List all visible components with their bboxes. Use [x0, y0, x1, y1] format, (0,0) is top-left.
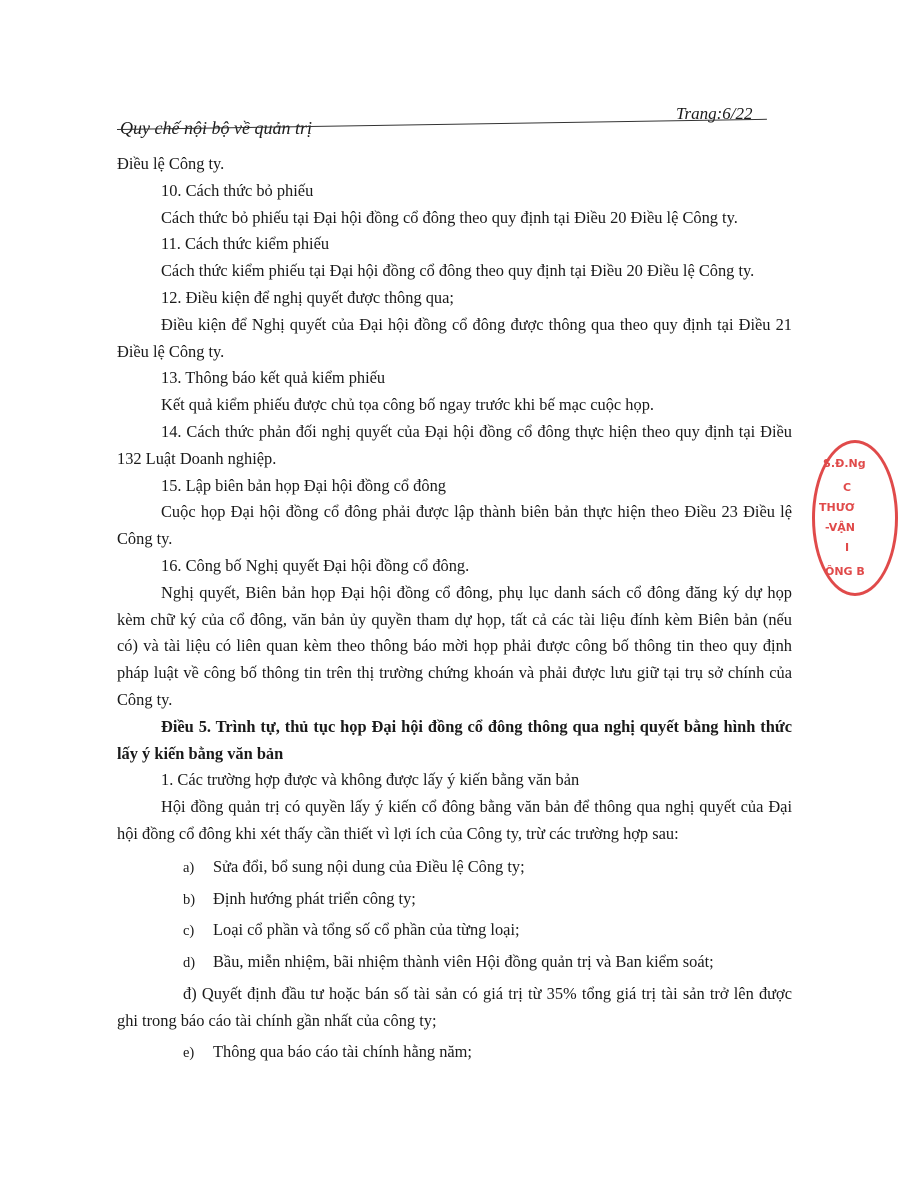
stamp-text: C: [843, 481, 852, 494]
list-item-text: Sửa đổi, bổ sung nội dung của Điều lệ Công ty;: [213, 856, 525, 876]
list-item: [117, 886, 792, 914]
header-title: Quy chế nội bộ về quản trị: [120, 118, 312, 138]
stamp-text: THƯƠ: [819, 501, 855, 514]
section-heading: 13. Thông báo kết quả kiểm phiếu: [161, 368, 386, 388]
page-number: Trang:6/22: [676, 104, 753, 123]
list-item-text: Loại cổ phần và tổng số cổ phần của từng loại;: [213, 920, 520, 940]
list-item: đ) Quyết định đầu tư hoặc bán số tài sản có giá trị từ 35% tổng giá trị tài sản trở lên được ghi trong báo cáo tài chính gần nhất của công ty;: [117, 983, 792, 1030]
stamp-text: I: [845, 541, 850, 554]
section-heading: 12. Điều kiện để nghị quyết được thông qua;: [161, 287, 454, 307]
section-heading: 1. Các trường hợp được và không được lấy ý kiến bằng văn bản: [161, 770, 580, 790]
paragraph: Hội đồng quản trị có quyền lấy ý kiến cổ đông bằng văn bản để thông qua nghị quyết của Đại hội đồng cổ đông khi xét thấy cần thiết vì lợi ích của Công ty, trừ các trường hợp sau:: [117, 797, 792, 843]
list-item: [117, 854, 792, 882]
document-body: [117, 151, 792, 1066]
paragraph: Điều lệ Công ty.: [117, 154, 225, 173]
paragraph: 14. Cách thức phản đối nghị quyết của Đại hội đồng cổ đông thực hiện theo quy định tại Điều 132 Luật Doanh nghiệp.: [117, 421, 792, 468]
paragraph: Điều kiện để Nghị quyết của Đại hội đồng cổ đông được thông qua theo quy định tại Điều 21 Điều lệ Công ty.: [117, 314, 792, 361]
section-heading: 15. Lập biên bản họp Đại hội đồng cổ đông: [161, 475, 446, 495]
exception-list: [117, 854, 792, 977]
list-item-text: Thông qua báo cáo tài chính hằng năm;: [213, 1041, 472, 1061]
paragraph: Cách thức bỏ phiếu tại Đại hội đồng cổ đông theo quy định tại Điều 20 Điều lệ Công ty.: [161, 207, 738, 227]
section-heading: 16. Công bố Nghị quyết Đại hội đồng cổ đông.: [161, 555, 470, 575]
paragraph: Nghị quyết, Biên bản họp Đại hội đồng cổ đông, phụ lục danh sách cổ đông đăng ký dự họp kèm chữ ký của cổ đông, văn bản ủy quyền tham dự họp, tất cả các tài liệu đính kèm Biên bản (nếu có) và tài liệu có liên quan kèm theo thông báo mời họp phải được công bố thông tin theo quy định pháp luật về công bố thông tin trên thị trường chứng khoán và phải được lưu giữ tại trụ sở chính của Công ty.: [117, 582, 792, 709]
stamp-text: -VẬN: [825, 521, 855, 534]
article-heading: Điều 5. Trình tự, thủ tục họp Đại hội đồng cổ đông thông qua nghị quyết bằng hình thức lấy ý kiến bằng văn bản: [117, 716, 792, 763]
list-item: [117, 917, 792, 945]
section-heading: 10. Cách thức bỏ phiếu: [161, 180, 314, 200]
list-marker: e): [183, 1044, 195, 1061]
paragraph: Kết quả kiểm phiếu được chủ tọa công bố ngay trước khi bế mạc cuộc họp.: [161, 395, 654, 415]
section-heading: 11. Cách thức kiểm phiếu: [161, 234, 330, 254]
paragraph: Cuộc họp Đại hội đồng cổ đông phải được lập thành biên bản thực hiện theo Điều 23 Điều lệ Công ty.: [117, 502, 792, 549]
list-item: [117, 1039, 792, 1067]
stamp-text: S.Đ.Ng: [823, 457, 866, 470]
company-seal-stamp: [812, 440, 898, 596]
list-marker: b): [183, 891, 196, 908]
stamp-text: ÔNG B: [825, 565, 865, 578]
list-item-text: Định hướng phát triển công ty;: [213, 888, 416, 908]
list-marker: a): [183, 859, 195, 876]
paragraph: Cách thức kiểm phiếu tại Đại hội đồng cổ đông theo quy định tại Điều 20 Điều lệ Công ty.: [161, 261, 755, 281]
list-marker: d): [183, 955, 196, 972]
list-item: [117, 949, 792, 977]
list-item-text: Bầu, miễn nhiệm, bãi nhiệm thành viên Hội đồng quản trị và Ban kiểm soát;: [213, 952, 714, 972]
list-marker: c): [183, 923, 195, 940]
